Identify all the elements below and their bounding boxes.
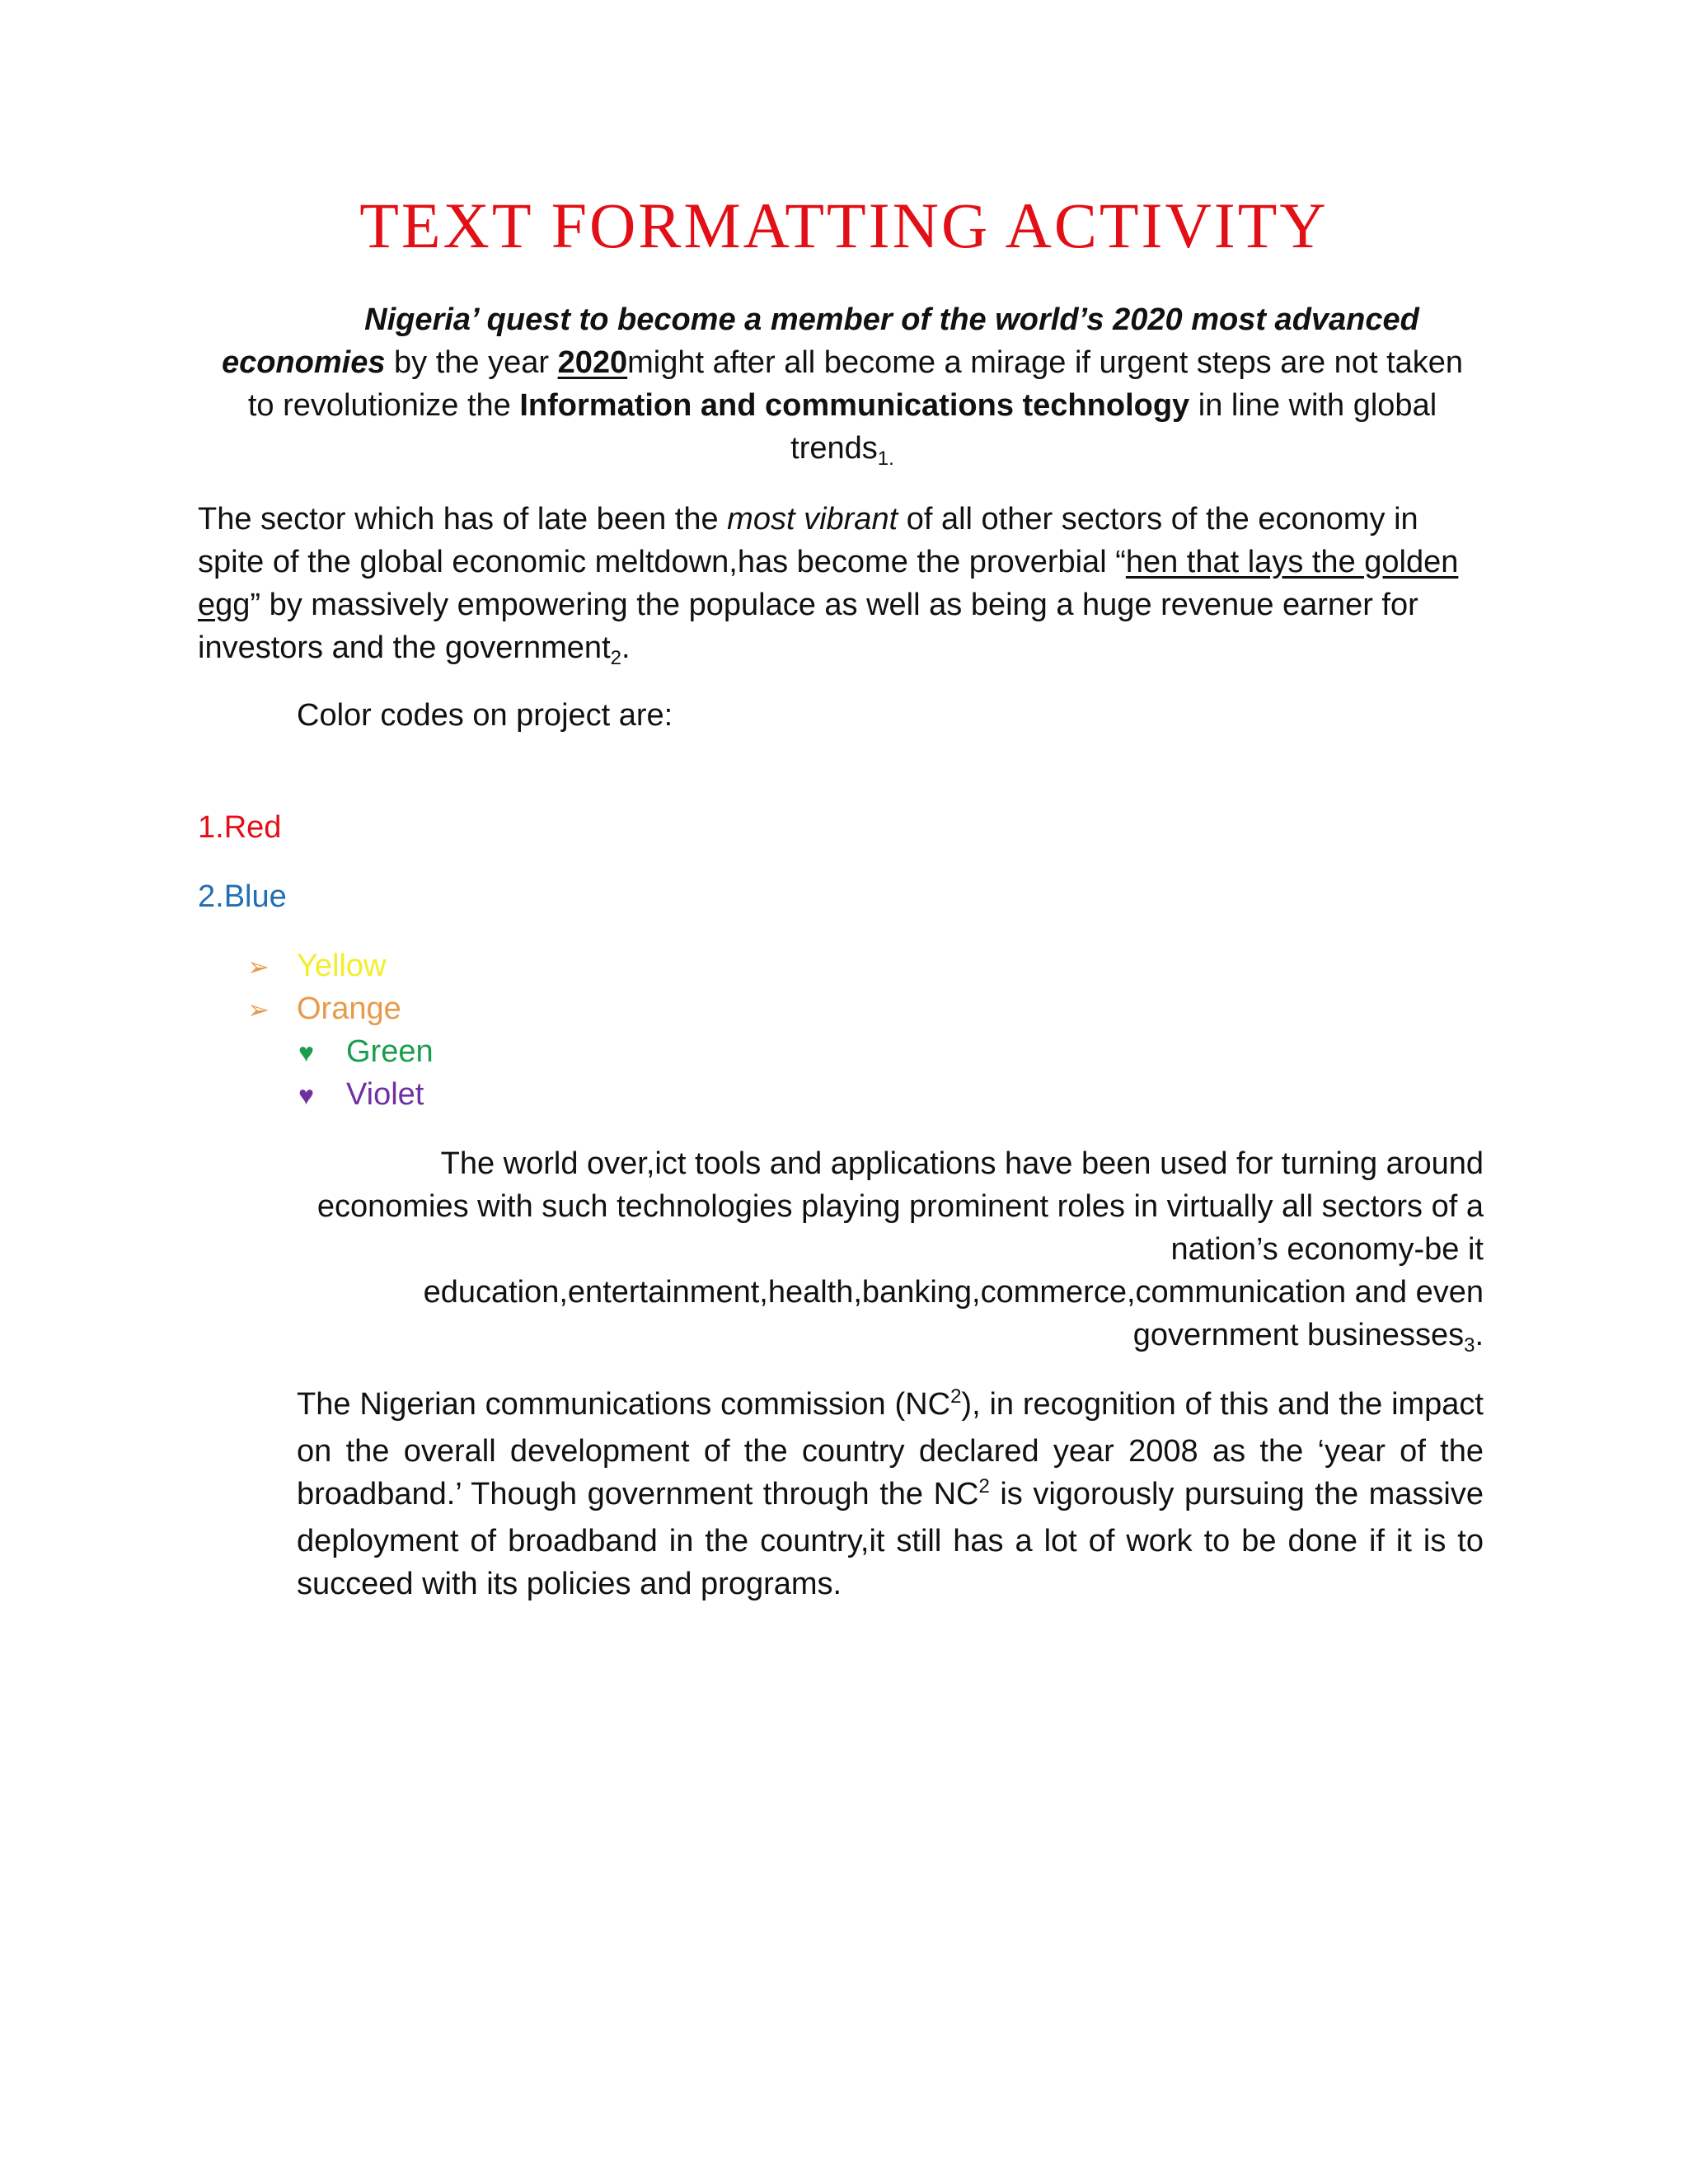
ncc-superscript-2: 2 [978, 1475, 990, 1497]
ncc-text-1: The Nigerian communications commission (NC [297, 1387, 951, 1422]
bullet-label-violet: Violet [346, 1077, 424, 1112]
intro-bold-term: Information and communications technology [519, 388, 1190, 423]
bullet-label-green: Green [346, 1034, 434, 1069]
ict-paragraph [305, 1142, 1484, 1361]
ict-text: The world over,ict tools and applications have been used for turning around economies with such technologies playing prominent roles in virtually all sectors of a nation’s economy-be it education,entertainment,health,banking,commerce,communication and even government businesses [316, 1146, 1484, 1352]
bullet-label-orange: Orange [297, 991, 401, 1026]
heart-bullet-icon: ♥ [298, 1038, 314, 1067]
sector-italic: most vibrant [727, 502, 898, 537]
intro-footnote: 1. [877, 448, 894, 470]
arrow-bullet-icon: ➢ [247, 952, 270, 982]
bullet-item-yellow [247, 944, 386, 988]
page-title: TEXT FORMATTING ACTIVITY [359, 190, 1329, 261]
bullet-item-violet [298, 1073, 424, 1117]
bullet-label-yellow: Yellow [297, 949, 387, 983]
ict-footnote: 3 [1464, 1334, 1475, 1357]
color-codes-heading: Color codes on project are: [297, 698, 673, 733]
ncc-superscript-1: 2 [950, 1385, 962, 1408]
intro-paragraph [216, 298, 1469, 474]
ncc-text-2: ), in recognition of this and the impact on the overall development of the country declared year 2008 as the ‘year of the broadband.’ Though government through the NC [297, 1387, 1484, 1511]
color-item-blue: 2.Blue [198, 879, 287, 914]
ncc-paragraph [297, 1383, 1484, 1605]
sector-text-2: of all other sectors of the economy in spite of the global economic meltdown,has become the proverbial “ [198, 502, 1418, 579]
intro-text-1: by the year [385, 345, 558, 380]
arrow-bullet-icon: ➢ [247, 995, 270, 1024]
ict-end: . [1475, 1318, 1484, 1352]
intro-text-3: in line with global trends [790, 388, 1437, 466]
sector-paragraph [198, 498, 1484, 673]
sector-underlined-phrase: hen that lays the golden egg [198, 545, 1459, 622]
intro-text-2: might after all become a mirage if urgent steps are not taken to revolutionize the [247, 345, 1464, 423]
sector-footnote: 2 [610, 647, 621, 669]
sector-end: . [621, 630, 631, 665]
sector-text-1: The sector which has of late been the [198, 502, 728, 537]
heart-bullet-icon: ♥ [298, 1080, 314, 1110]
intro-year-underlined: 2020 [557, 345, 628, 380]
bullet-item-orange [247, 987, 401, 1031]
intro-lead-text: Nigeria’ quest to become a member of the world’s 2020 most advanced economies [221, 302, 1419, 380]
color-item-red: 1.Red [198, 810, 282, 845]
bullet-item-green [298, 1030, 434, 1074]
sector-text-3: ” by massively empowering the populace as well as being a huge revenue earner for investors and the government [198, 588, 1418, 665]
ncc-text-3: is vigorously pursuing the massive deployment of broadband in the country,it still has a lot of work to be done if it is to succeed with its policies and programs. [297, 1477, 1484, 1601]
